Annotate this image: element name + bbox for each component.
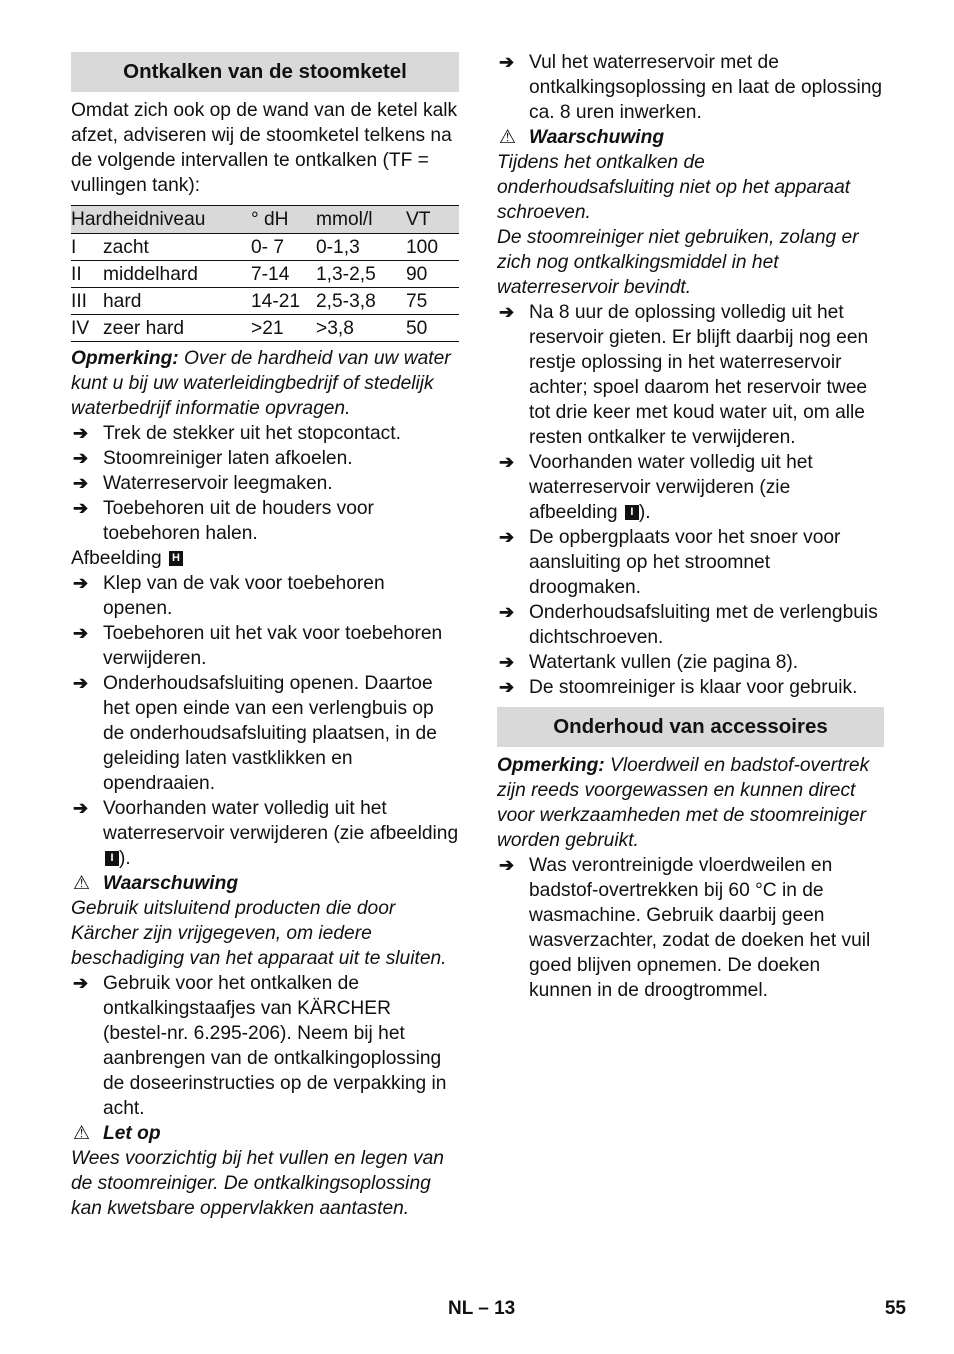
list-item xyxy=(497,300,884,450)
mmol-cell: >3,8 xyxy=(316,315,406,342)
list-item xyxy=(71,621,459,671)
list-item xyxy=(497,675,884,700)
level-cell: III xyxy=(71,288,103,315)
step-text: Watertank vullen (zie pagina 8). xyxy=(529,652,799,673)
mmol-cell: 1,3-2,5 xyxy=(316,261,406,288)
list-item xyxy=(497,650,884,675)
table-row xyxy=(71,261,459,288)
step-text: Klep van de vak voor toebehoren openen. xyxy=(103,573,385,619)
step-text: Voorhanden water volledig uit het waterreservoir verwijderen (zie afbeelding xyxy=(529,452,813,523)
note-label: Opmerking: xyxy=(497,755,605,776)
step-text-end: ). xyxy=(638,502,651,523)
section-heading-accessories: Onderhoud van accessoires xyxy=(497,707,884,747)
accessories-note xyxy=(497,753,884,853)
arrow-right-icon: ➔ xyxy=(73,473,89,493)
header-vt: VT xyxy=(406,206,459,234)
caution-title xyxy=(71,1121,459,1146)
list-item xyxy=(497,600,884,650)
step-text: Voorhanden water volledig uit het waterreservoir verwijderen (zie afbeelding xyxy=(103,798,459,844)
list-item xyxy=(71,471,459,496)
list-item xyxy=(71,496,459,546)
arrow-right-icon: ➔ xyxy=(73,973,89,993)
step-text: Toebehoren uit de houders voor toebehoren halen. xyxy=(103,498,374,544)
figure-badge: I xyxy=(105,851,119,866)
arrow-right-icon: ➔ xyxy=(73,448,89,468)
arrow-right-icon: ➔ xyxy=(73,623,89,643)
note-text: Vloerdweil en badstof-overtrek zijn reeds voorgewassen en kunnen direct voor werkzaamheden met de stoomreiniger worden gebruikt. xyxy=(497,755,870,851)
arrow-right-icon: ➔ xyxy=(73,573,89,593)
arrow-right-icon: ➔ xyxy=(73,498,89,518)
list-item xyxy=(71,446,459,471)
arrow-right-icon: ➔ xyxy=(499,52,515,72)
name-cell: zeer hard xyxy=(103,315,251,342)
list-item xyxy=(71,971,459,1121)
figure-reference xyxy=(71,546,459,571)
vt-cell: 100 xyxy=(406,234,459,261)
level-cell: I xyxy=(71,234,103,261)
hardness-note xyxy=(71,346,459,421)
note-text: Over de hardheid van uw water kunt u bij uw waterleidingbedrijf of stedelijk waterbedrijf informatie opvragen. xyxy=(71,348,451,419)
arrow-right-icon: ➔ xyxy=(499,677,515,697)
warning-triangle-icon: ⚠ xyxy=(73,1123,91,1144)
list-item xyxy=(497,450,884,525)
mmol-cell: 2,5-3,8 xyxy=(316,288,406,315)
caution-text: Wees voorzichtig bij het vullen en legen van de stoomreiniger. De ontkalkingsoplossing kan kwetsbare oppervlakken aantasten. xyxy=(71,1148,444,1219)
list-item xyxy=(71,421,459,446)
name-cell: zacht xyxy=(103,234,251,261)
step-text-end: ). xyxy=(119,848,131,869)
dh-cell: >21 xyxy=(251,315,316,342)
step-text: Na 8 uur de oplossing volledig uit het reservoir gieten. Er blijft daarbij nog een restje oplossing in het waterreservoir achter; spoel daarom het reservoir twee tot drie keer met koud water uit, om alle resten ontkalker te verwijderen. xyxy=(529,302,869,448)
dh-cell: 0- 7 xyxy=(251,234,316,261)
left-column xyxy=(71,50,459,1221)
list-item xyxy=(71,671,459,796)
arrow-right-icon: ➔ xyxy=(499,527,515,547)
list-item xyxy=(71,571,459,621)
warning-title-text: Waarschuwing xyxy=(529,127,665,148)
section-heading-descaling: Ontkalken van de stoomketel xyxy=(71,52,459,92)
hardness-table xyxy=(71,205,459,342)
step-text: Onderhoudsafsluiting openen. Daartoe het open einde van een verlengbuis op de onderhoudsafsluiting plaatsen, in de geleiding laten vastklikken en opendraaien. xyxy=(103,673,437,794)
table-row xyxy=(71,234,459,261)
arrow-right-icon: ➔ xyxy=(499,452,515,472)
step-text: Stoomreiniger laten afkoelen. xyxy=(103,448,353,469)
section-footer: NL – 13 xyxy=(448,1298,516,1319)
warning-text: Gebruik uitsluitend producten die door Kärcher zijn vrijgegeven, om iedere beschadiging van het apparaat uit te sluiten. xyxy=(71,898,447,969)
step-text: De opbergplaats voor het snoer voor aansluiting op het stroomnet droogmaken. xyxy=(529,527,841,598)
figure-badge: H xyxy=(169,551,183,566)
warning-title xyxy=(71,871,459,896)
step-text: Onderhoudsafsluiting met de verlengbuis dichtschroeven. xyxy=(529,602,878,648)
step-text: Waterreservoir leegmaken. xyxy=(103,473,333,494)
vt-cell: 75 xyxy=(406,288,459,315)
level-cell: II xyxy=(71,261,103,288)
step-text: Gebruik voor het ontkalken de ontkalkingstaafjes van KÄRCHER (bestel-nr. 6.295-206). Neem bij het aanbrengen van de ontkalkingoplossing de doseerinstructies op de verpakking in acht. xyxy=(103,973,447,1119)
vt-cell: 90 xyxy=(406,261,459,288)
arrow-right-icon: ➔ xyxy=(499,855,515,875)
right-column xyxy=(497,50,884,1003)
mmol-cell: 0-1,3 xyxy=(316,234,406,261)
table-row xyxy=(71,288,459,315)
list-item xyxy=(71,796,459,871)
arrow-right-icon: ➔ xyxy=(73,798,89,818)
step-text: Toebehoren uit het vak voor toebehoren verwijderen. xyxy=(103,623,443,669)
table-row xyxy=(71,315,459,342)
warning-triangle-icon: ⚠ xyxy=(73,873,91,894)
step-text: Was verontreinigde vloerdweilen en badstof-overtrekken bij 60 °C in de wasmachine. Gebruik daarbij geen wasverzachter, zodat de doeken het vuil goed blijven opnemen. De doeken kunnen in de droogtrommel. xyxy=(529,855,871,1001)
list-item xyxy=(497,853,884,1003)
header-dh: ° dH xyxy=(251,206,316,234)
arrow-right-icon: ➔ xyxy=(499,302,515,322)
warning-text: Tijdens het ontkalken de onderhoudsafsluiting niet op het apparaat schroeven. xyxy=(497,152,851,223)
step-text: De stoomreiniger is klaar voor gebruik. xyxy=(529,677,858,698)
name-cell: middelhard xyxy=(103,261,251,288)
list-item xyxy=(497,50,884,125)
level-cell: IV xyxy=(71,315,103,342)
dh-cell: 7-14 xyxy=(251,261,316,288)
figure-label: Afbeelding xyxy=(71,548,162,569)
warning-title-text: Waarschuwing xyxy=(103,873,239,894)
caution-title-text: Let op xyxy=(103,1123,161,1144)
header-hardness: Hardheidniveau xyxy=(71,206,251,234)
table-header-row xyxy=(71,206,459,234)
dh-cell: 14-21 xyxy=(251,288,316,315)
step-text: Vul het waterreservoir met de ontkalkingsoplossing en laat de oplossing ca. 8 uren inwerken. xyxy=(529,52,883,123)
page-number: 55 xyxy=(884,1298,906,1319)
step-text: Trek de stekker uit het stopcontact. xyxy=(103,423,401,444)
name-cell: hard xyxy=(103,288,251,315)
figure-badge: I xyxy=(625,505,639,520)
arrow-right-icon: ➔ xyxy=(499,652,515,672)
warning-title xyxy=(497,125,884,150)
warning-text: De stoomreiniger niet gebruiken, zolang er zich nog ontkalkingsmiddel in het waterreservoir bevindt. xyxy=(497,227,859,298)
note-label: Opmerking: xyxy=(71,348,179,369)
vt-cell: 50 xyxy=(406,315,459,342)
arrow-right-icon: ➔ xyxy=(73,423,89,443)
warning-triangle-icon: ⚠ xyxy=(499,127,517,148)
arrow-right-icon: ➔ xyxy=(73,673,89,693)
header-mmol: mmol/l xyxy=(316,206,406,234)
intro-paragraph: Omdat zich ook op de wand van de ketel kalk afzet, adviseren wij de stoomketel telkens na de volgende intervallen te ontkalken (TF = vullingen tank): xyxy=(71,100,458,196)
list-item xyxy=(497,525,884,600)
arrow-right-icon: ➔ xyxy=(499,602,515,622)
